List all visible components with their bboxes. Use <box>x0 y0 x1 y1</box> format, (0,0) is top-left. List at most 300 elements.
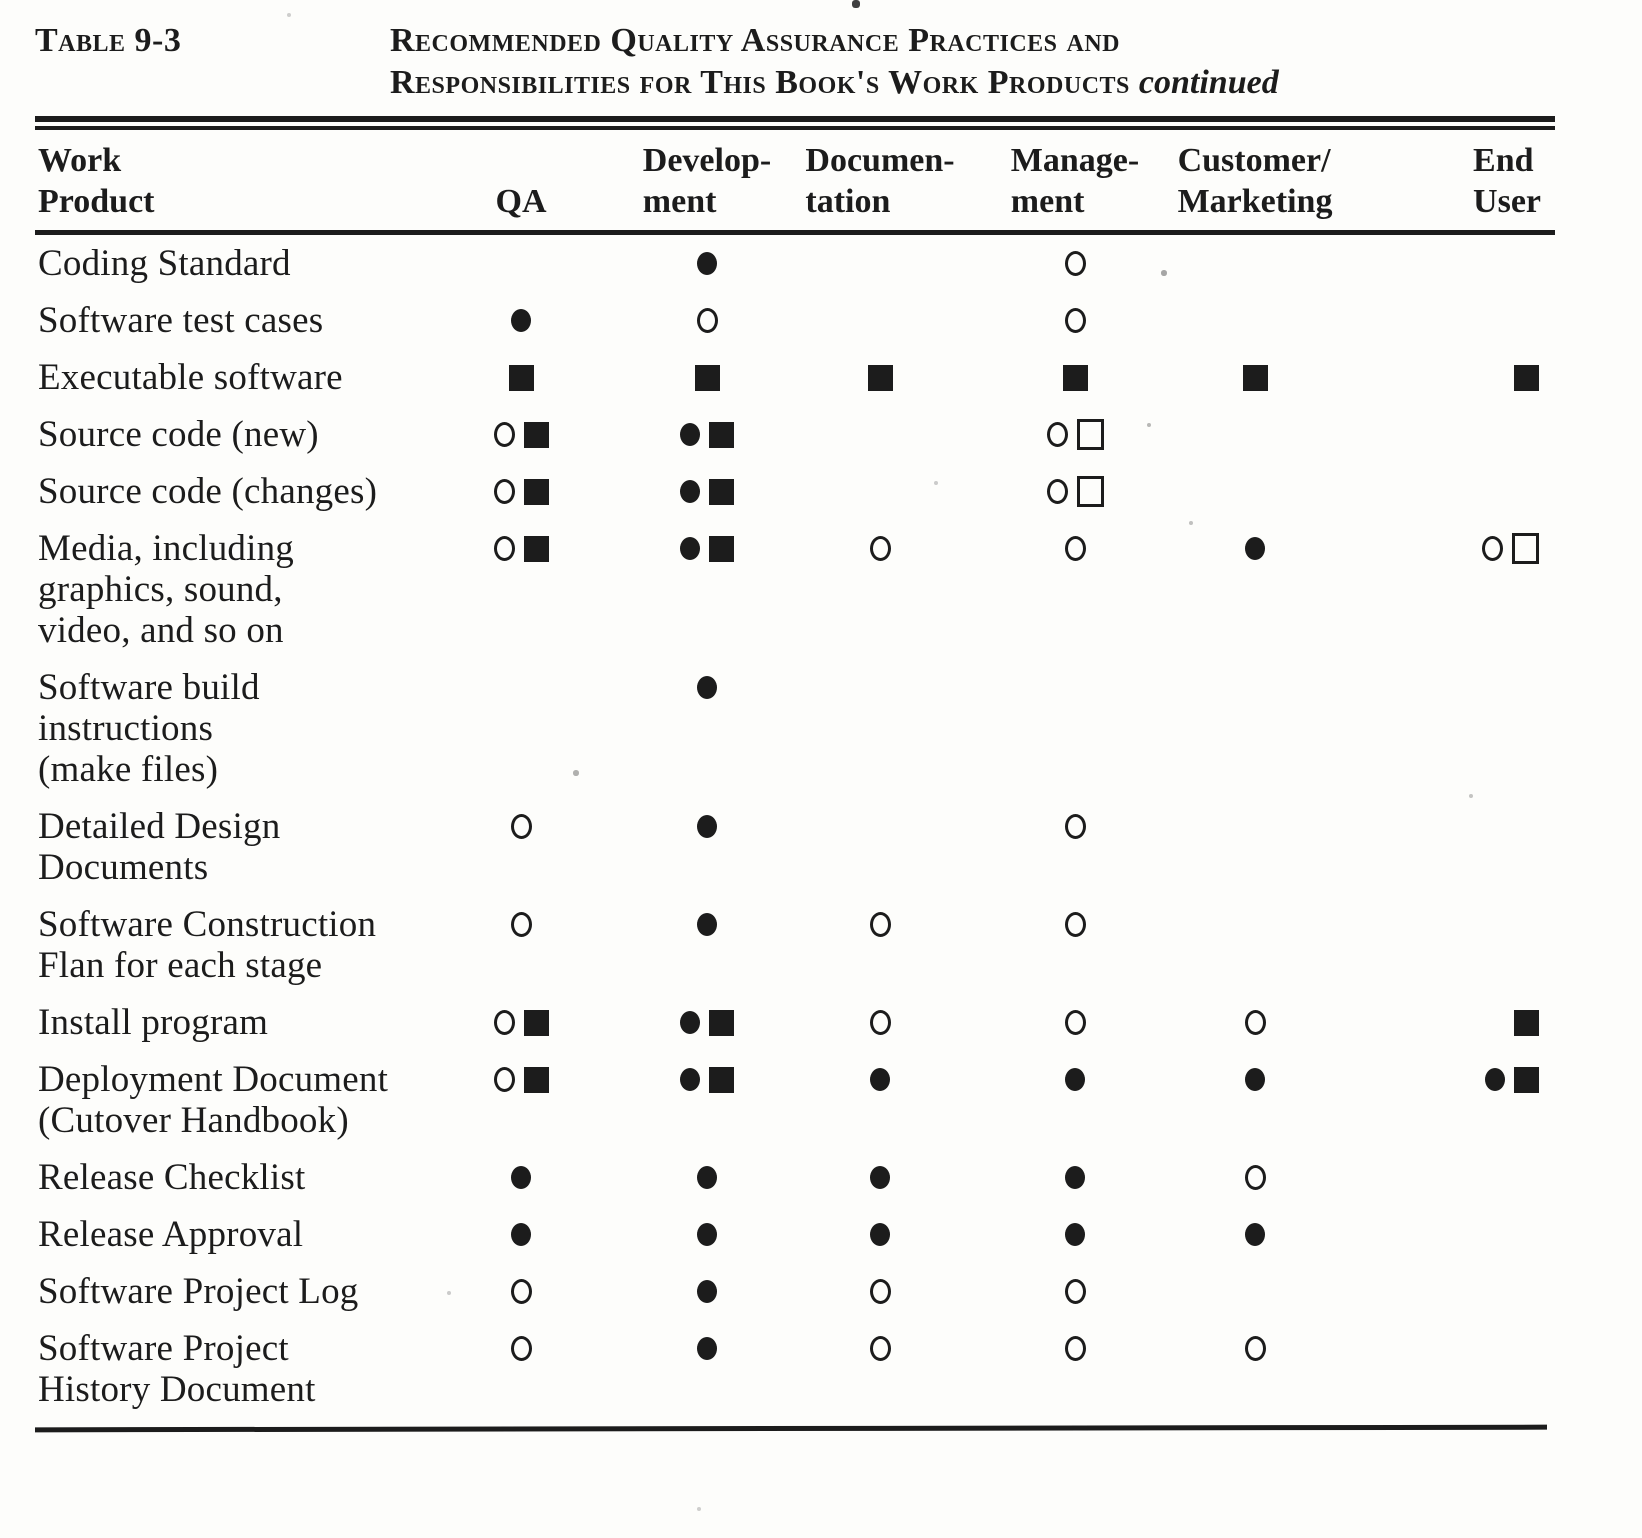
open-circle-symbol <box>1065 1010 1086 1035</box>
row-label <box>35 1271 428 1312</box>
filled-square-symbol <box>524 1010 549 1036</box>
filled-circle-symbol <box>1485 1068 1505 1091</box>
row-label-line: Software build <box>38 667 260 708</box>
column-header-line: Manage- <box>1010 142 1140 179</box>
symbol-group <box>697 1157 717 1198</box>
symbol-group <box>494 414 549 455</box>
cell-qa <box>428 528 614 651</box>
row-label-line: Release Approval <box>38 1214 304 1255</box>
symbol-group <box>680 1059 734 1100</box>
symbol-group <box>1065 300 1086 341</box>
table-row <box>35 1271 1555 1312</box>
cell-qa <box>428 1271 614 1312</box>
open-circle-symbol <box>1065 1279 1086 1304</box>
cell-qa <box>428 300 614 341</box>
symbol-group <box>1065 243 1086 284</box>
filled-square-symbol <box>709 536 734 562</box>
table-header-row <box>35 130 1555 230</box>
cell-customer-marketing <box>1190 1002 1320 1043</box>
open-circle-symbol <box>511 1279 532 1304</box>
row-label-line: Install program <box>38 1002 269 1043</box>
row-label-line: video, and so on <box>38 610 284 651</box>
column-header-qa <box>428 140 614 222</box>
symbol-group <box>511 1214 531 1255</box>
row-label <box>35 904 428 986</box>
symbol-group <box>870 1059 890 1100</box>
row-label-line: Coding Standard <box>38 243 291 284</box>
cell-end-user <box>1320 528 1555 651</box>
symbol-group <box>697 1328 717 1369</box>
row-label-line: Software Construction <box>38 904 377 945</box>
symbol-group <box>511 806 532 847</box>
table-row <box>35 1059 1555 1141</box>
cell-customer-marketing <box>1190 1271 1320 1312</box>
cell-management <box>960 1002 1190 1043</box>
cell-customer-marketing <box>1190 357 1320 398</box>
table-row <box>35 243 1555 284</box>
symbol-group <box>1485 1059 1539 1100</box>
symbol-group <box>494 1002 549 1043</box>
cell-management <box>960 667 1190 790</box>
cell-qa <box>428 1002 614 1043</box>
cell-customer-marketing <box>1190 243 1320 284</box>
column-header-line: End <box>1473 142 1534 179</box>
cell-documentation <box>800 904 960 986</box>
table-row <box>35 300 1555 341</box>
filled-circle-symbol <box>1245 1223 1265 1246</box>
cell-management <box>960 806 1190 888</box>
row-label-line: Media, including <box>38 528 294 569</box>
filled-circle-symbol <box>511 309 531 332</box>
cell-development <box>614 806 800 888</box>
cell-customer-marketing <box>1190 1214 1320 1255</box>
symbol-group <box>870 1328 891 1369</box>
row-label <box>35 357 428 398</box>
symbol-group <box>1065 1328 1086 1369</box>
cell-customer-marketing <box>1190 471 1320 512</box>
filled-square-symbol <box>709 422 734 448</box>
column-header-line: User <box>1473 183 1541 220</box>
cell-end-user <box>1320 1271 1555 1312</box>
symbol-group <box>494 1059 549 1100</box>
cell-development <box>614 243 800 284</box>
cell-end-user <box>1320 1328 1555 1410</box>
column-header-line: Customer/ <box>1177 142 1331 179</box>
row-label-line: Detailed Design <box>38 806 281 847</box>
cell-documentation <box>800 243 960 284</box>
symbol-group <box>870 1271 891 1312</box>
cell-customer-marketing <box>1190 1328 1320 1410</box>
cell-documentation <box>800 1328 960 1410</box>
symbol-group <box>697 300 718 341</box>
cell-documentation <box>800 300 960 341</box>
symbol-group <box>1047 471 1104 512</box>
table-row <box>35 1214 1555 1255</box>
symbol-group <box>697 243 717 284</box>
table-bottom-rule <box>35 1425 1547 1433</box>
cell-development <box>614 904 800 986</box>
column-header-line: Product <box>38 183 155 220</box>
symbol-group <box>1243 357 1268 398</box>
filled-square-symbol <box>1514 1067 1539 1093</box>
cell-documentation <box>800 1157 960 1198</box>
symbol-group <box>1065 806 1086 847</box>
row-label <box>35 806 428 888</box>
filled-square-symbol <box>1514 1010 1539 1036</box>
table-row <box>35 414 1555 455</box>
column-header-line: tation <box>805 183 891 220</box>
cell-development <box>614 1328 800 1410</box>
symbol-group <box>680 414 734 455</box>
filled-circle-symbol <box>870 1223 890 1246</box>
filled-circle-symbol <box>1065 1068 1085 1091</box>
row-label <box>35 414 428 455</box>
cell-customer-marketing <box>1190 667 1320 790</box>
cell-customer-marketing <box>1190 1157 1320 1198</box>
filled-circle-symbol <box>1245 537 1265 560</box>
cell-end-user <box>1320 904 1555 986</box>
cell-documentation <box>800 1002 960 1043</box>
table-row <box>35 528 1555 651</box>
open-circle-symbol <box>1065 308 1086 333</box>
cell-documentation <box>800 1271 960 1312</box>
filled-circle-symbol <box>1245 1068 1265 1091</box>
filled-circle-symbol <box>870 1068 890 1091</box>
open-circle-symbol <box>494 1010 515 1035</box>
cell-management <box>960 904 1190 986</box>
symbol-group <box>1482 528 1539 569</box>
table-title-line2-text: Responsibilities for This Book's Work Products <box>390 64 1130 101</box>
row-label <box>35 471 428 512</box>
cell-end-user <box>1320 1157 1555 1198</box>
table-title <box>390 20 1279 104</box>
table-label: Table 9-3 <box>35 22 182 59</box>
row-label-line: Documents <box>38 847 209 888</box>
table-row <box>35 1157 1555 1198</box>
row-label <box>35 1157 428 1198</box>
cell-end-user <box>1320 414 1555 455</box>
open-circle-symbol <box>494 1067 515 1092</box>
open-circle-symbol <box>1047 422 1068 447</box>
cell-development <box>614 1002 800 1043</box>
open-square-symbol <box>1512 533 1539 564</box>
column-header-line: Documen- <box>805 142 955 179</box>
symbol-group <box>511 1271 532 1312</box>
symbol-group <box>868 357 893 398</box>
cell-development <box>614 1214 800 1255</box>
row-label <box>35 667 428 790</box>
symbol-group <box>697 1214 717 1255</box>
table-row <box>35 667 1555 790</box>
symbol-group <box>697 667 717 708</box>
cell-qa <box>428 904 614 986</box>
cell-management <box>960 1059 1190 1141</box>
cell-end-user <box>1320 806 1555 888</box>
cell-end-user <box>1320 667 1555 790</box>
cell-management <box>960 243 1190 284</box>
cell-qa <box>428 1157 614 1198</box>
cell-customer-marketing <box>1190 528 1320 651</box>
filled-circle-symbol <box>680 480 700 503</box>
column-header-work-product <box>35 140 428 222</box>
filled-square-symbol <box>524 479 549 505</box>
filled-circle-symbol <box>697 252 717 275</box>
cell-development <box>614 471 800 512</box>
cell-development <box>614 1059 800 1141</box>
cell-qa <box>428 1214 614 1255</box>
cell-development <box>614 414 800 455</box>
open-circle-symbol <box>511 814 532 839</box>
row-label-line: Software Project Log <box>38 1271 359 1312</box>
symbol-group <box>697 806 717 847</box>
open-circle-symbol <box>870 1336 891 1361</box>
row-label-line: Release Checklist <box>38 1157 306 1198</box>
table-row <box>35 471 1555 512</box>
row-label <box>35 300 428 341</box>
cell-management <box>960 1214 1190 1255</box>
column-header-management <box>960 140 1190 222</box>
symbol-group <box>494 528 549 569</box>
row-label-line: History Document <box>38 1369 316 1410</box>
cell-end-user <box>1320 1214 1555 1255</box>
row-label-line: Software Project <box>38 1328 289 1369</box>
symbol-group <box>1245 1157 1266 1198</box>
row-label-line: Flan for each stage <box>38 945 323 986</box>
symbol-group <box>870 1214 890 1255</box>
symbol-group <box>1514 1002 1539 1043</box>
symbol-group <box>1245 1002 1266 1043</box>
filled-square-symbol <box>695 365 720 391</box>
cell-qa <box>428 471 614 512</box>
symbol-group <box>1065 1059 1085 1100</box>
row-label-line: (make files) <box>38 749 219 790</box>
row-label <box>35 528 428 651</box>
cell-documentation <box>800 471 960 512</box>
filled-square-symbol <box>509 365 534 391</box>
filled-circle-symbol <box>511 1223 531 1246</box>
open-circle-symbol <box>1047 479 1068 504</box>
filled-circle-symbol <box>697 1280 717 1303</box>
filled-circle-symbol <box>697 1166 717 1189</box>
cell-management <box>960 1157 1190 1198</box>
table-title-line2 <box>390 62 1279 104</box>
column-header-documentation <box>800 140 960 222</box>
symbol-group <box>511 1328 532 1369</box>
open-circle-symbol <box>1065 912 1086 937</box>
cell-customer-marketing <box>1190 300 1320 341</box>
filled-square-symbol <box>1243 365 1268 391</box>
cell-customer-marketing <box>1190 414 1320 455</box>
filled-circle-symbol <box>697 1337 717 1360</box>
open-circle-symbol <box>494 536 515 561</box>
filled-circle-symbol <box>680 537 700 560</box>
column-header-customer-marketing <box>1177 140 1333 222</box>
filled-circle-symbol <box>511 1166 531 1189</box>
cell-development <box>614 1271 800 1312</box>
cell-end-user <box>1320 357 1555 398</box>
column-header-line: ment <box>642 183 717 220</box>
cell-management <box>960 1328 1190 1410</box>
cell-documentation <box>800 414 960 455</box>
cell-management <box>960 414 1190 455</box>
symbol-group <box>1065 1157 1085 1198</box>
cell-end-user <box>1320 1059 1555 1141</box>
cell-qa <box>428 1059 614 1141</box>
cell-management <box>960 300 1190 341</box>
filled-square-symbol <box>868 365 893 391</box>
cell-qa <box>428 667 614 790</box>
cell-qa <box>428 1328 614 1410</box>
open-circle-symbol <box>1245 1336 1266 1361</box>
cell-development <box>614 1157 800 1198</box>
row-label <box>35 1059 428 1141</box>
column-header-line: Marketing <box>1177 183 1333 220</box>
row-label-line: Deployment Document <box>38 1059 389 1100</box>
cell-end-user <box>1320 300 1555 341</box>
cell-documentation <box>800 806 960 888</box>
symbol-group <box>870 904 891 945</box>
symbol-group <box>1514 357 1539 398</box>
row-label-line: Source code (changes) <box>38 471 378 512</box>
cell-documentation <box>800 1214 960 1255</box>
filled-square-symbol <box>524 422 549 448</box>
filled-circle-symbol <box>1065 1223 1085 1246</box>
open-circle-symbol <box>870 912 891 937</box>
row-label-line: Source code (new) <box>38 414 319 455</box>
table-top-rule <box>35 116 1555 130</box>
filled-circle-symbol <box>680 423 700 446</box>
open-circle-symbol <box>870 1279 891 1304</box>
filled-circle-symbol <box>1065 1166 1085 1189</box>
filled-circle-symbol <box>680 1011 700 1034</box>
filled-square-symbol <box>524 1067 549 1093</box>
symbol-group <box>870 1002 891 1043</box>
column-header-line: Work <box>38 142 122 179</box>
open-circle-symbol <box>1482 536 1503 561</box>
symbol-group <box>1063 357 1088 398</box>
open-circle-symbol <box>1065 1336 1086 1361</box>
open-circle-symbol <box>511 912 532 937</box>
row-label-line: Executable software <box>38 357 343 398</box>
cell-documentation <box>800 528 960 651</box>
cell-qa <box>428 806 614 888</box>
cell-documentation <box>800 1059 960 1141</box>
symbol-group <box>1245 528 1265 569</box>
symbol-group <box>680 528 734 569</box>
symbol-group <box>1245 1059 1265 1100</box>
qa-practices-table <box>35 130 1555 1410</box>
cell-development <box>614 300 800 341</box>
filled-circle-symbol <box>870 1166 890 1189</box>
symbol-group <box>870 1157 890 1198</box>
open-circle-symbol <box>1065 251 1086 276</box>
cell-end-user <box>1320 1002 1555 1043</box>
column-header-line: Develop- <box>642 142 772 179</box>
open-circle-symbol <box>1065 814 1086 839</box>
filled-circle-symbol <box>697 676 717 699</box>
symbol-group <box>511 1157 531 1198</box>
table-row <box>35 357 1555 398</box>
symbol-group <box>1245 1328 1266 1369</box>
column-header-end-user <box>1320 140 1555 222</box>
open-circle-symbol <box>870 1010 891 1035</box>
symbol-group <box>697 1271 717 1312</box>
symbol-group <box>1245 1214 1265 1255</box>
row-label <box>35 243 428 284</box>
filled-circle-symbol <box>697 1223 717 1246</box>
cell-customer-marketing <box>1190 904 1320 986</box>
open-circle-symbol <box>511 1336 532 1361</box>
cell-management <box>960 1271 1190 1312</box>
symbol-group <box>1065 904 1086 945</box>
table-row <box>35 1002 1555 1043</box>
open-circle-symbol <box>494 422 515 447</box>
symbol-group <box>1065 1214 1085 1255</box>
row-label <box>35 1002 428 1043</box>
open-circle-symbol <box>1245 1165 1266 1190</box>
column-header-development <box>614 140 800 222</box>
symbol-group <box>494 471 549 512</box>
table-body <box>35 235 1555 1410</box>
symbol-group <box>680 471 734 512</box>
table-row <box>35 1328 1555 1410</box>
symbol-group <box>1047 414 1104 455</box>
filled-square-symbol <box>1063 365 1088 391</box>
open-square-symbol <box>1077 419 1104 450</box>
filled-circle-symbol <box>697 815 717 838</box>
symbol-group <box>697 904 717 945</box>
row-label <box>35 1328 428 1410</box>
table-row <box>35 904 1555 986</box>
table-title-continued: continued <box>1138 64 1279 101</box>
cell-documentation <box>800 357 960 398</box>
symbol-group <box>680 1002 734 1043</box>
cell-qa <box>428 357 614 398</box>
cell-end-user <box>1320 471 1555 512</box>
symbol-group <box>695 357 720 398</box>
column-header-line: QA <box>495 183 547 220</box>
cell-end-user <box>1320 243 1555 284</box>
table-title-line1: Recommended Quality Assurance Practices and <box>390 22 1121 59</box>
open-circle-symbol <box>1065 536 1086 561</box>
open-circle-symbol <box>870 536 891 561</box>
open-circle-symbol <box>1245 1010 1266 1035</box>
cell-customer-marketing <box>1190 806 1320 888</box>
cell-management <box>960 528 1190 651</box>
cell-qa <box>428 414 614 455</box>
table-caption <box>0 0 1642 104</box>
symbol-group <box>1065 1002 1086 1043</box>
open-square-symbol <box>1077 476 1104 507</box>
cell-development <box>614 357 800 398</box>
symbol-group <box>870 528 891 569</box>
column-header-line: ment <box>1010 183 1085 220</box>
filled-square-symbol <box>709 1010 734 1036</box>
cell-customer-marketing <box>1190 1059 1320 1141</box>
symbol-group <box>1065 1271 1086 1312</box>
cell-documentation <box>800 667 960 790</box>
symbol-group <box>511 300 531 341</box>
cell-qa <box>428 243 614 284</box>
scan-noise <box>0 0 2 2</box>
symbol-group <box>511 904 532 945</box>
row-label <box>35 1214 428 1255</box>
filled-circle-symbol <box>697 913 717 936</box>
table-row <box>35 806 1555 888</box>
row-label-line: Software test cases <box>38 300 324 341</box>
open-circle-symbol <box>697 308 718 333</box>
cell-management <box>960 471 1190 512</box>
